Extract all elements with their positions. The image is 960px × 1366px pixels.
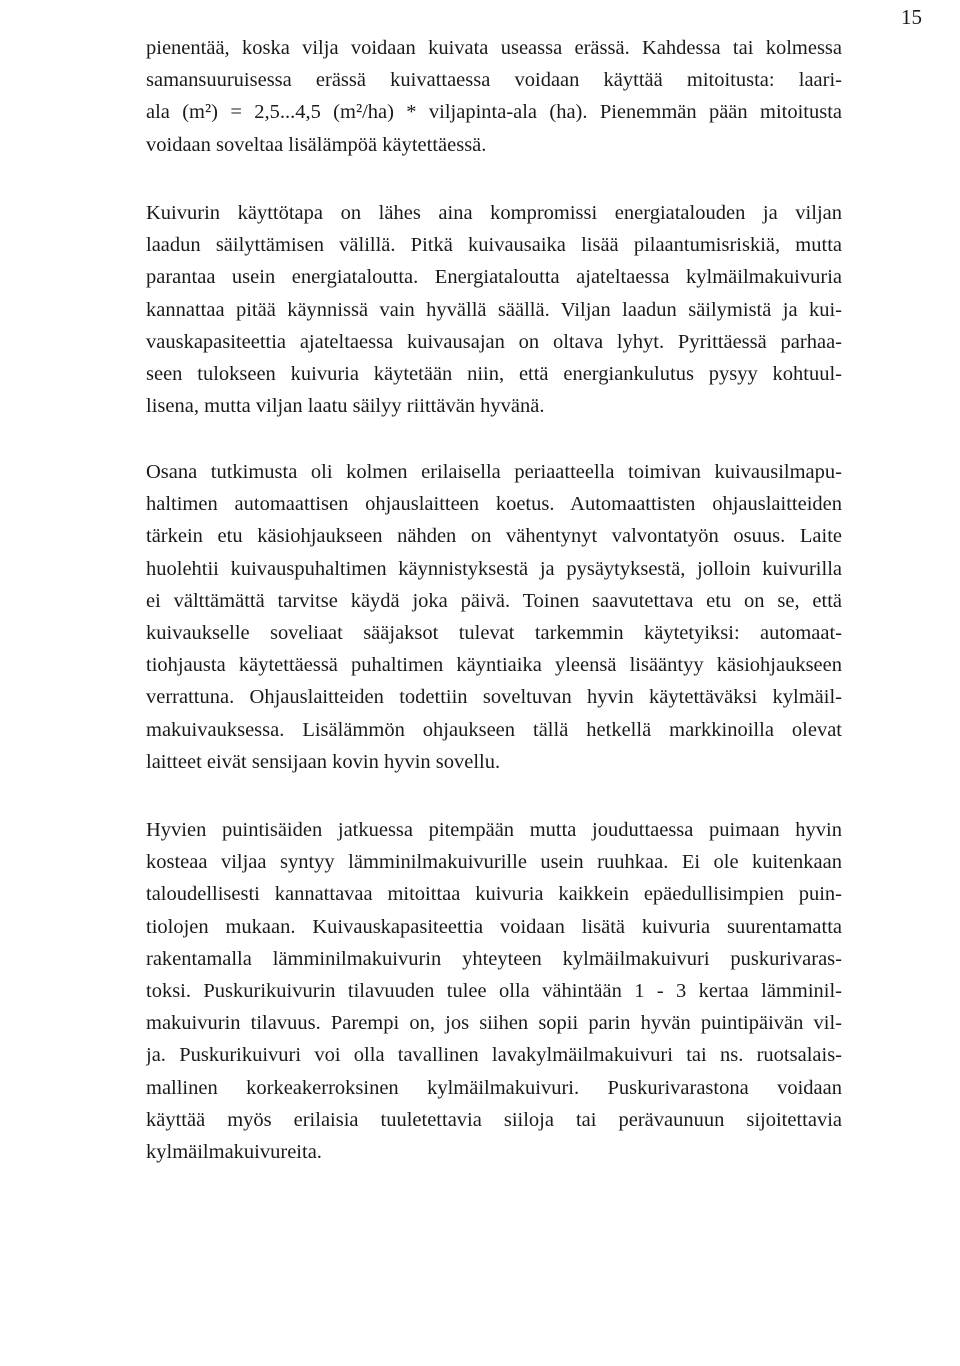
text-line: Kuivurin käyttötapa on lähes aina kompromissi energiatalouden ja viljan <box>146 202 842 224</box>
text-line: parantaa usein energiataloutta. Energiataloutta ajateltaessa kylmäilmakuivuria <box>146 266 842 289</box>
text-line: tiohjausta käytettäessä puhaltimen käyntiaika yleensä lisääntyy käsiohjaukseen <box>146 654 842 677</box>
paragraph-automatic-control <box>146 456 842 778</box>
text-line: kosteaa viljaa syntyy lämminilmakuivurille usein ruuhkaa. Ei ole kuitenkaan <box>146 851 842 874</box>
text-line: pienentää, koska vilja voidaan kuivata useassa erässä. Kahdessa tai kolmessa <box>146 37 842 59</box>
paragraph-dryer-operation <box>146 197 842 422</box>
text-line: laitteet eivät sensijaan kovin hyvin sovellu. <box>146 750 501 773</box>
text-line: huolehtii kuivauspuhaltimen käynnistyksestä ja pysäytyksestä, jolloin kuivurilla <box>146 557 842 580</box>
page-number: 15 <box>901 5 922 29</box>
text-line: kannattaa pitää käynnissä vain hyvällä säällä. Viljan laadun säilymistä ja kui- <box>146 298 842 321</box>
text-line: seen tulokseen kuivuria käytetään niin, että energiankulutus pysyy kohtuul- <box>146 362 842 385</box>
text-line: tiolojen mukaan. Kuivauskapasiteettia voidaan lisätä kuivuria suurentamatta <box>146 915 842 938</box>
text-line: ala (m²) = 2,5...4,5 (m²/ha) * viljapinta-ala (ha). Pienemmän pään mitoitusta <box>146 101 842 124</box>
text-line: ja. Puskurikuivuri voi olla tavallinen lavakylmäilmakuivuri tai ns. ruotsalais- <box>146 1044 842 1067</box>
text-line: makuivauksessa. Lisälämmön ohjaukseen tällä hetkellä markkinoilla olevat <box>146 718 842 741</box>
paragraph-buffer-dryer <box>146 814 842 1168</box>
text-line: kylmäilmakuivureita. <box>146 1140 322 1163</box>
text-line: laadun säilyttämisen välillä. Pitkä kuivausaika lisää pilaantumisriskiä, mutta <box>146 234 842 257</box>
text-line: mallinen korkeakerroksinen kylmäilmakuivuri. Puskurivarastona voidaan <box>146 1076 842 1099</box>
text-line: samansuuruisessa erässä kuivattaessa voidaan käyttää mitoitusta: laari- <box>146 69 842 92</box>
text-line: Osana tutkimusta oli kolmen erilaisella periaatteella toimivan kuivausilmapu- <box>146 461 842 483</box>
paragraph-drying-sizing <box>146 32 842 161</box>
text-line: vauskapasiteettia ajateltaessa kuivausajan on oltava lyhyt. Pyrittäessä parhaa- <box>146 330 842 353</box>
text-line: Hyvien puintisäiden jatkuessa pitempään mutta jouduttaessa puimaan hyvin <box>146 819 842 841</box>
text-line: taloudellisesti kannattavaa mitoittaa kuivuria kaikkein epäedullisimpien puin- <box>146 883 842 906</box>
text-line: toksi. Puskurikuivurin tilavuuden tulee olla vähintään 1 - 3 kertaa lämminil- <box>146 979 842 1002</box>
text-line: makuivurin tilavuus. Parempi on, jos siihen sopii parin hyvän puintipäivän vil- <box>146 1012 842 1035</box>
text-line: käyttää myös erilaisia tuuletettavia siiloja tai perävaunuun sijoitettavia <box>146 1108 842 1131</box>
text-line: lisena, mutta viljan laatu säilyy riittävän hyvänä. <box>146 395 545 418</box>
text-line: haltimen automaattisen ohjauslaitteen koetus. Automaattisten ohjauslaitteiden <box>146 493 842 516</box>
text-line: tärkein etu käsiohjaukseen nähden on vähentynyt valvontatyön osuus. Laite <box>146 525 842 548</box>
text-line: voidaan soveltaa lisälämpöä käytettäessä. <box>146 133 487 156</box>
text-line: kuivaukselle soveliaat sääjaksot tulevat tarkemmin käytetyiksi: automaat- <box>146 621 842 644</box>
text-line: rakentamalla lämminilmakuivurin yhteyteen kylmäilmakuivuri puskurivaras- <box>146 947 842 970</box>
text-line: verrattuna. Ohjauslaitteiden todettiin soveltuvan hyvin käytettäväksi kylmäil- <box>146 686 842 709</box>
text-line: ei välttämättä tarvitse käydä joka päivä. Toinen saavutettava etu on se, että <box>146 589 842 612</box>
